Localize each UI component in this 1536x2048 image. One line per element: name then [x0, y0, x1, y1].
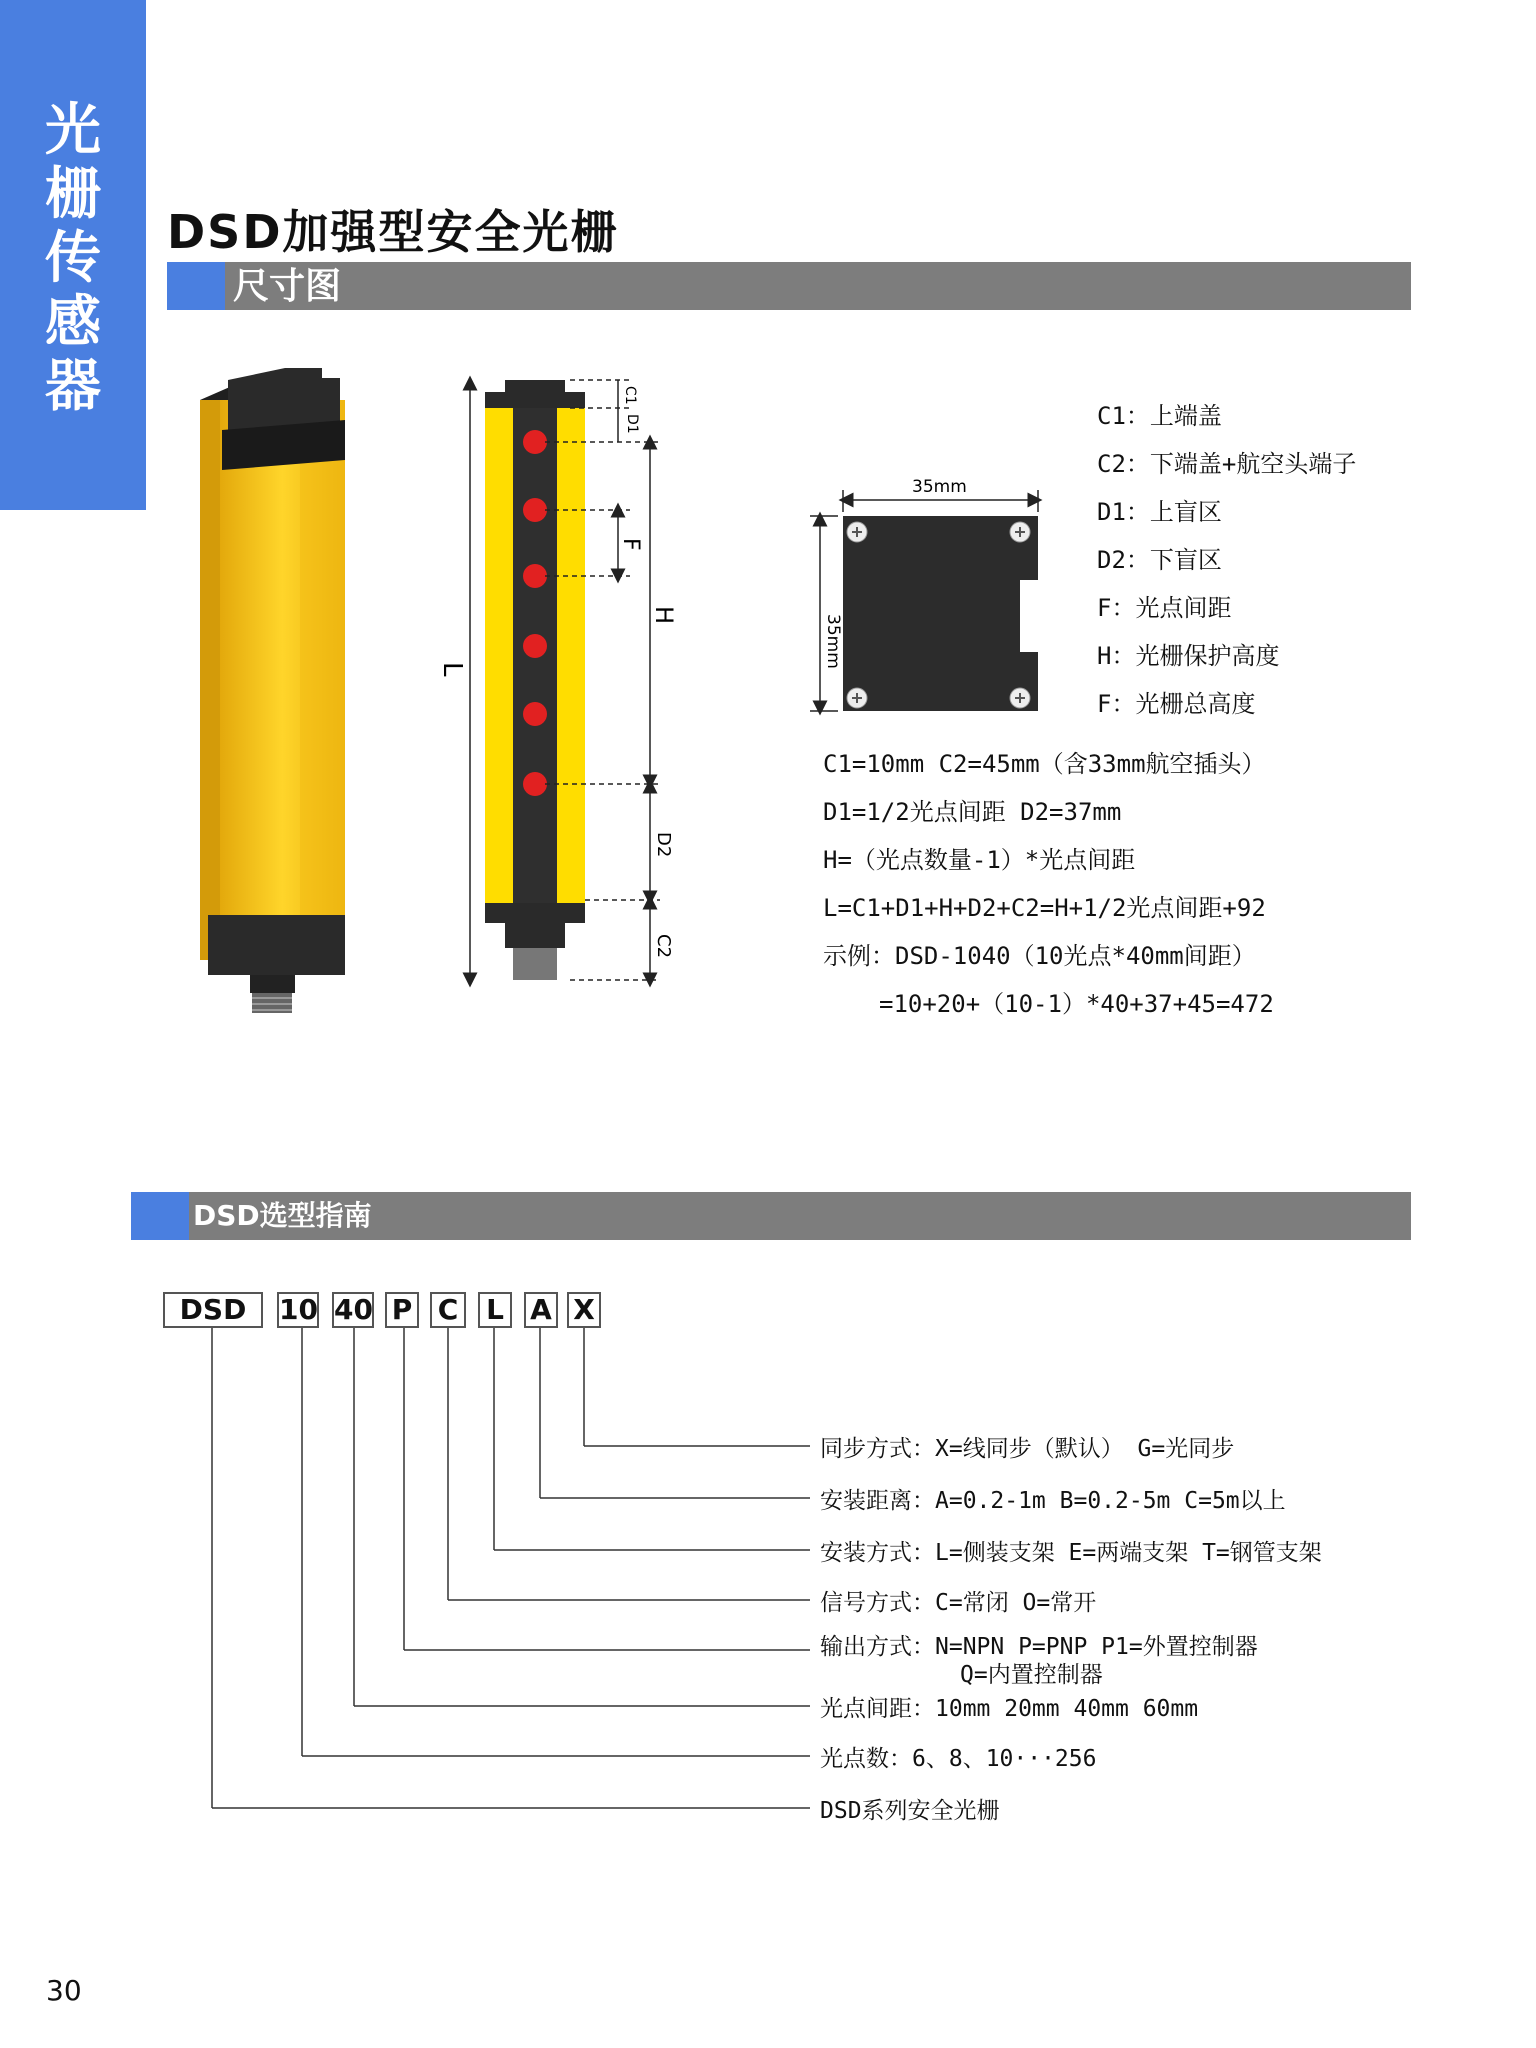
guide-output-cont: Q=内置控制器: [960, 1662, 1103, 1688]
guide-output: 输出方式：N=NPN P=PNP P1=外置控制器: [820, 1634, 1258, 1660]
code-segment: L: [478, 1292, 512, 1328]
formula-line: 示例：DSD-1040（10光点*40mm间距）: [823, 942, 1256, 970]
side-tab-char: 栅: [45, 161, 101, 227]
legend-item: F：光点间距: [1097, 594, 1232, 622]
page-number: 30: [46, 1974, 82, 2007]
dim-label-F: F: [618, 538, 643, 551]
code-segment: X: [567, 1292, 601, 1328]
led-dot: [523, 498, 547, 522]
side-tab-char: 传: [45, 225, 101, 291]
formula-block: [823, 744, 1274, 1032]
legend-item: D1：上盲区: [1097, 498, 1222, 526]
legend-item: H：光栅保护高度: [1097, 642, 1280, 670]
product-3d-view: [200, 368, 345, 1013]
led-dot: [523, 634, 547, 658]
section-title: DSD选型指南: [193, 1199, 372, 1232]
guide-distance: 安装距离：A=0.2-1m B=0.2-5m C=5m以上: [820, 1488, 1286, 1514]
side-tab-char: 光: [45, 97, 101, 163]
side-tab-char: 器: [45, 353, 101, 419]
formula-line: =10+20+（10-1）*40+37+45=472: [879, 990, 1274, 1018]
led-dot: [523, 564, 547, 588]
formula-line: C1=10mm C2=45mm（含33mm航空插头）: [823, 750, 1266, 778]
led-dot: [523, 772, 547, 796]
led-dot: [523, 702, 547, 726]
formula-line: H=（光点数量-1）*光点间距: [823, 846, 1136, 874]
product-front-view: [485, 380, 585, 980]
side-tab-char: 感: [45, 289, 101, 355]
guide-count: 光点数：6、8、10···256: [820, 1746, 1097, 1772]
end-width-label: 35mm: [912, 477, 967, 497]
guide-sync: 同步方式：X=线同步（默认） G=光同步: [820, 1436, 1235, 1462]
dim-label-C1: C1: [622, 386, 638, 405]
code-segment: DSD: [163, 1292, 263, 1328]
code-segment: 10: [279, 1293, 318, 1326]
guide-series: DSD系列安全光栅: [820, 1798, 1000, 1824]
section-header-selection: [131, 1192, 1411, 1240]
code-segment: P: [385, 1292, 419, 1328]
guide-signal: 信号方式：C=常闭 O=常开: [820, 1590, 1097, 1616]
dim-label-L: L: [437, 662, 467, 677]
section-accent: [131, 1192, 189, 1240]
formula-line: D1=1/2光点间距 D2=37mm: [823, 798, 1122, 826]
guide-mounting: 安装方式：L=侧装支架 E=两端支架 T=钢管支架: [820, 1540, 1322, 1566]
dim-label-D1: D1: [624, 414, 640, 434]
legend-item: D2：下盲区: [1097, 546, 1222, 574]
guide-spacing: 光点间距：10mm 20mm 40mm 60mm: [820, 1696, 1199, 1722]
end-cap-view: [810, 490, 1038, 711]
dim-label-C2: C2: [653, 934, 674, 959]
legend-item: F：光栅总高度: [1097, 690, 1256, 718]
dim-label-H: H: [650, 606, 678, 625]
led-dot: [523, 430, 547, 454]
code-segment: 40: [334, 1293, 373, 1326]
legend-list: [1097, 396, 1356, 732]
code-segment: C: [430, 1292, 466, 1328]
page-title: DSD加强型安全光栅: [167, 205, 619, 259]
formula-line: L=C1+D1+H+D2+C2=H+1/2光点间距+92: [823, 894, 1266, 922]
code-segment: A: [524, 1292, 558, 1328]
section-title: 尺寸图: [233, 265, 342, 307]
dim-label-D2: D2: [653, 832, 674, 858]
legend-item: C2：下端盖+航空头端子: [1097, 450, 1357, 478]
end-height-label: 35mm: [823, 614, 843, 669]
legend-item: C1：上端盖: [1097, 402, 1222, 430]
